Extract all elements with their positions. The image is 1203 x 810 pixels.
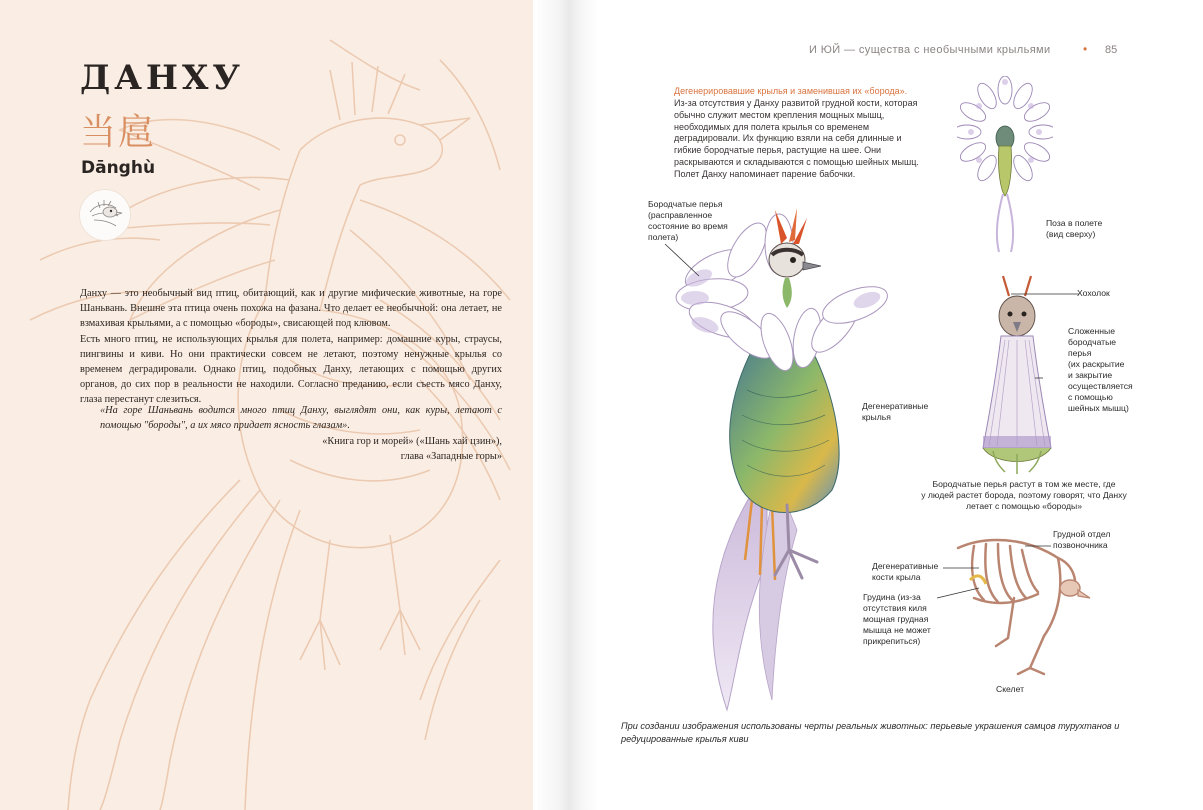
label-beard-spread: Бородчатые перья (расправленное состояние во время полета)	[648, 199, 728, 242]
label-degenerate-wings: Дегенеративные крылья	[862, 401, 929, 422]
description-text	[80, 286, 502, 408]
creature-title: ДАНХУ	[80, 58, 245, 98]
intro-heading: Дегенерировавшие крылья и заменившая их «борода».	[674, 86, 908, 96]
figure-caption: При создании изображения использованы черты реальных животных: перьевые украшения самцов турухтанов и редуцированные крылья киви	[621, 721, 1120, 744]
intro-text: Из-за отсутствия у Данху развитой грудной кости, которая обычно служит местом крепления мощных мышц, необходимых для полета крылья со временем деградировали. Их функцию взяли на себя длинные и гибкие бородчатые перья, растущие на шее. Они раскрываются и складываются с помощью шейных мышц. Полет Данху напоминает парение бабочки.	[674, 98, 919, 179]
left-page	[0, 0, 533, 810]
label-sternum: Грудина (из-за отсутствия киля мощная грудная мышца не может прикрепиться)	[863, 592, 931, 646]
creature-thumbnail	[80, 190, 130, 240]
pinyin-title: Dānghù	[81, 158, 156, 178]
label-crest: Хохолок	[1077, 288, 1110, 298]
running-head: И ЮЙ — существа с необычными крыльями	[809, 44, 1051, 56]
page-number: 85	[1105, 44, 1118, 56]
label-folded-beard: Сложенные бородчатые перья (их раскрытие и закрытие осуществляется с помощью шейных мышц)	[1068, 326, 1133, 413]
legend-quote: «На горе Шаньвань водится много птиц Данху, выглядят они, как куры, летают с помощью "бороды", а их мясо придает ясность глазам».	[100, 405, 502, 432]
label-wing-bones: Дегенеративные кости крыла	[872, 561, 939, 582]
label-thoracic-spine: Грудной отдел позвоночника	[1053, 529, 1111, 550]
label-skeleton: Скелет	[996, 684, 1025, 694]
book-gutter	[533, 0, 599, 810]
description-paragraph-2: Есть много птиц, не использующих крылья для полета, например: домашние куры, страусы, пингвины и киви. Но они практически совсем не летают, поэтому ненужные крылья со временем деградировали. Однако птиц, подобных Данху, летающих с помощью других органов, до сих пор в реальности не находили. Согласно преданию, если съесть мясо Данху, глаза перестанут слезиться.	[80, 333, 502, 406]
running-head-bullet: •	[1083, 42, 1088, 56]
chinese-title: 当扈	[80, 112, 157, 153]
bird-thumbnail-icon	[80, 190, 130, 240]
description-paragraph-1: Данху — это необычный вид птиц, обитающий, как и другие мифические животные, на горе Шаньвань. Внешне эта птица очень похожа на фазана. Что делает ее необычной: она летает, не взмахивая крыльями, а с помощью «бороды», свисающей под клювом.	[80, 288, 502, 330]
right-page	[599, 0, 1203, 810]
label-flight-pose: Поза в полете (вид сверху)	[1046, 218, 1103, 239]
quote-source	[250, 434, 502, 464]
label-beard-note: Бородчатые перья растут в том же месте, где у людей растет борода, поэтому говорят, что Данху летает с помощью «бороды»	[921, 479, 1127, 511]
quote-source-line-1: «Книга гор и морей» («Шань хай цзин»),	[322, 436, 502, 447]
quote-source-line-2: глава «Западные горы»	[400, 451, 502, 463]
